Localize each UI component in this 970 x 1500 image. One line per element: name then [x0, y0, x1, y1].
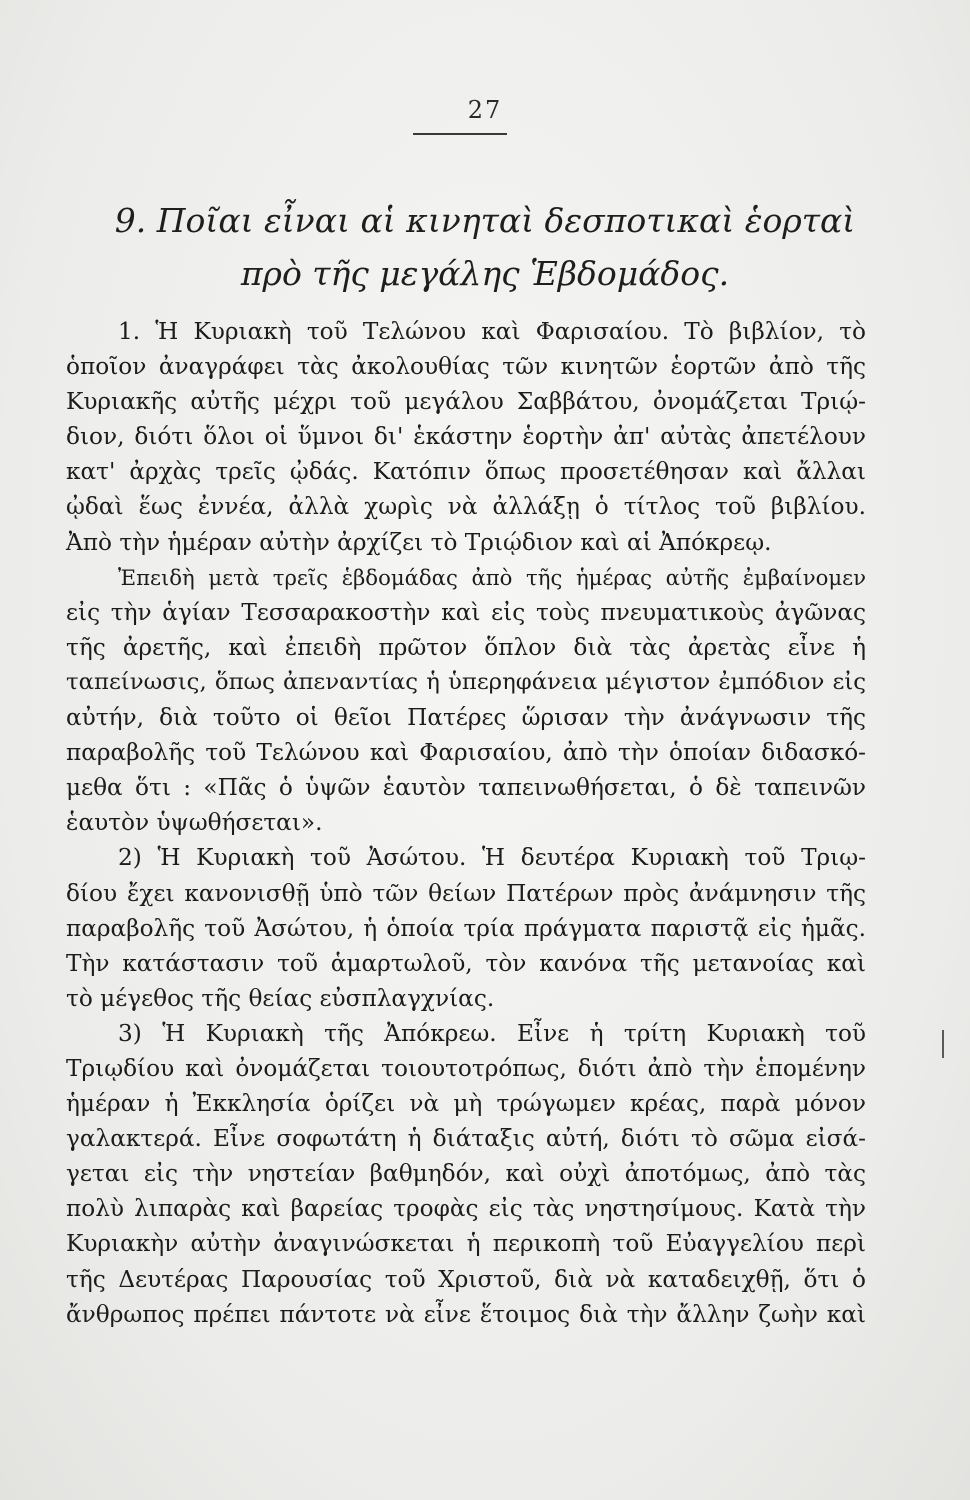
text-line: τῆς Δευτέρας Παρουσίας τοῦ Χριστοῦ, διὰ νὰ καταδειχθῇ, ὅτι ὁ	[66, 1265, 866, 1293]
page-number-rule	[413, 133, 507, 135]
heading-line: πρὸ τῆς μεγάλης Ἑβδομάδος.	[240, 254, 730, 293]
text-line: γαλακτερά. Εἶνε σοφωτάτη ἡ διάταξις αὐτή, διότι τὸ σῶμα εἰσά-	[66, 1125, 866, 1153]
text-line: Τὴν κατάστασιν τοῦ ἁμαρτωλοῦ, τὸν κανόνα τῆς μετανοίας καὶ	[66, 949, 866, 977]
text-line: ὁποῖον ἀναγράφει τὰς ἀκολουθίας τῶν κινητῶν ἑορτῶν ἀπὸ τῆς	[66, 353, 866, 381]
text-line: παραβολῆς τοῦ Ἀσώτου, ἡ ὁποία τρία πράγματα παριστᾷ εἰς ἡμᾶς.	[66, 914, 866, 942]
text-line: 3) Ἡ Κυριακὴ τῆς Ἀπόκρεω. Εἶνε ἡ τρίτη Κυριακὴ τοῦ	[118, 1019, 866, 1047]
text-line: ᾠδαὶ ἕως ἐννέα, ἀλλὰ χωρὶς νὰ ἀλλάξῃ ὁ τίτλος τοῦ βιβλίου.	[66, 493, 866, 521]
text-line: 1. Ἡ Κυριακὴ τοῦ Τελώνου καὶ Φαρισαίου. Τὸ βιβλίον, τὸ	[118, 318, 866, 345]
heading-line: 9. Ποῖαι εἶναι αἱ κινηταὶ δεσποτικαὶ ἑορταὶ	[114, 201, 856, 240]
text-line: γεται εἰς τὴν νηστείαν βαθμηδόν, καὶ οὐχὶ ἀποτόμως, ἀπὸ τὰς	[66, 1160, 866, 1188]
text-line: διον, διότι ὅλοι οἱ ὕμνοι δι' ἑκάστην ἑορτὴν ἀπ' αὐτὰς ἀπετέλουν	[66, 423, 866, 451]
text-line: παραβολῆς τοῦ Τελώνου καὶ Φαρισαίου, ἀπὸ τὴν ὁποίαν διδασκό-	[66, 739, 866, 767]
text-line: ταπείνωσις, ὅπως ἀπεναντίας ἡ ὑπερηφάνεια μέγιστον ἐμπόδιον εἰς	[66, 668, 866, 695]
text-line: πολὺ λιπαρὰς καὶ βαρείας τροφὰς εἰς τὰς νηστησίμους. Κατὰ τὴν	[66, 1195, 866, 1223]
text-line: ἄνθρωπος πρέπει πάντοτε νὰ εἶνε ἕτοιμος διὰ τὴν ἄλλην ζωὴν καὶ	[66, 1300, 866, 1328]
margin-mark	[942, 1030, 944, 1058]
text-line: δίου ἔχει κανονισθῇ ὑπὸ τῶν θείων Πατέρων πρὸς ἀνάμνησιν τῆς	[66, 879, 866, 907]
text-line: μεθα ὅτι : «Πᾶς ὁ ὑψῶν ἑαυτὸν ταπεινωθήσεται, ὁ δὲ ταπεινῶν	[66, 774, 866, 802]
text-line: Ἐπειδὴ μετὰ τρεῖς ἑβδομάδας ἀπὸ τῆς ἡμέρας αὐτῆς ἐμβαίνομεν	[118, 564, 866, 590]
body-text	[66, 314, 866, 1332]
text-line: Κυριακῆς αὐτῆς μέχρι τοῦ μεγάλου Σαββάτου, ὀνομάζεται Τριῴ-	[66, 388, 866, 416]
text-line: 2) Ἡ Κυριακὴ τοῦ Ἀσώτου. Ἡ δευτέρα Κυριακὴ τοῦ Τριῳ-	[118, 844, 866, 872]
text-line: εἰς τὴν ἁγίαν Τεσσαρακοστὴν καὶ εἰς τοὺς πνευματικοὺς ἀγῶνας	[66, 598, 866, 626]
section-heading	[0, 194, 970, 300]
text-line: ἡμέραν ἡ Ἐκκλησία ὁρίζει νὰ μὴ τρώγωμεν κρέας, παρὰ μόνον	[66, 1090, 866, 1118]
text-line: κατ' ἀρχὰς τρεῖς ᾠδάς. Κατόπιν ὅπως προσετέθησαν καὶ ἄλλαι	[66, 458, 866, 486]
text-line: αὐτήν, διὰ τοῦτο οἱ θεῖοι Πατέρες ὥρισαν τὴν ἀνάγνωσιν τῆς	[66, 704, 866, 732]
text-line: τὸ μέγεθος τῆς θείας εὐσπλαγχνίας.	[66, 984, 495, 1012]
page-number: 27	[467, 96, 503, 124]
text-line: Τριῳδίου καὶ ὀνομάζεται τοιουτοτρόπως, διότι ἀπὸ τὴν ἑπομένην	[66, 1054, 866, 1082]
text-line: ἑαυτὸν ὑψωθήσεται».	[66, 809, 323, 837]
text-line: Ἀπὸ τὴν ἡμέραν αὐτὴν ἀρχίζει τὸ Τριῴδιον καὶ αἱ Ἀπόκρεῳ.	[66, 528, 772, 556]
text-line: Κυριακὴν αὐτὴν ἀναγινώσκεται ἡ περικοπὴ τοῦ Εὐαγγελίου περὶ	[66, 1230, 866, 1258]
text-line: τῆς ἀρετῆς, καὶ ἐπειδὴ πρῶτον ὅπλον διὰ τὰς ἀρετὰς εἶνε ἡ	[66, 633, 866, 661]
